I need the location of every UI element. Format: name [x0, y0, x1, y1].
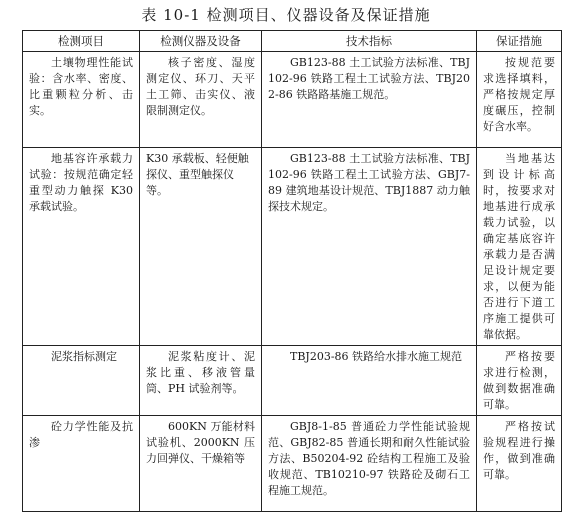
cell-spec — [262, 148, 477, 346]
cell-spec-text: GBJ8-1-85 普通砼力学性能试验规范、GBJ82-85 普通长期和耐久性能试验方法、B50204-92 砼结构工程施工及验收规范、TB10210-97 铁路砼及砌石工程施工规范。 — [268, 420, 470, 497]
cell-item — [23, 148, 140, 346]
cell-measure-text: 按规范要求选择填料，严格按规定厚度碾压，控制好含水率。 — [483, 56, 555, 133]
cell-spec — [262, 346, 477, 416]
cell-spec — [262, 52, 477, 148]
cell-item — [23, 346, 140, 416]
cell-equipment — [140, 148, 262, 346]
table-row — [23, 52, 562, 148]
cell-equipment — [140, 346, 262, 416]
header-spec: 技术指标 — [262, 31, 477, 52]
header-measure: 保证措施 — [477, 31, 562, 52]
table-row — [23, 148, 562, 346]
cell-equipment-text: 核子密度、湿度测定仪、环刀、天平土工筛、击实仪、液限制测定仪。 — [146, 56, 255, 117]
cell-equipment — [140, 52, 262, 148]
cell-equipment-text: K30 承载板、轻便触探仪、重型触探仪等。 — [146, 152, 249, 197]
cell-measure-text: 严格按试验规程进行操作，做到准确可靠。 — [483, 420, 555, 481]
cell-spec-text: GB123-88 土工试验方法标准、TBJ102-96 铁路工程土工试验方法、GBJ7-89 建筑地基设计规范、TBJ1887 动力触探技术规定。 — [268, 152, 470, 213]
cell-item — [23, 416, 140, 512]
cell-equipment-text: 泥浆粘度计、泥浆比重、移液管量筒、PH 试验剂等。 — [146, 350, 255, 395]
cell-measure — [477, 416, 562, 512]
header-equipment: 检测仪器及设备 — [140, 31, 262, 52]
cell-spec-text: GB123-88 土工试验方法标准、TBJ102-96 铁路工程土工试验方法、TBJ202-86 铁路路基施工规范。 — [268, 56, 470, 101]
cell-spec-text: TBJ203-86 铁路给水排水施工规范 — [290, 350, 463, 363]
table-title: 表 10-1 检测项目、仪器设备及保证措施 — [141, 6, 431, 24]
table-row — [23, 346, 562, 416]
cell-measure — [477, 148, 562, 346]
cell-spec — [262, 416, 477, 512]
cell-equipment — [140, 416, 262, 512]
cell-item-text: 泥浆指标测定 — [51, 350, 117, 363]
cell-measure-text: 严格按要求进行检测，做到数据准确可靠。 — [483, 350, 555, 411]
cell-measure-text: 当地基达到设计标高时，按要求对地基进行成承载力试验，以确定基底容许承载力是否满足设计规定要求，以便为能否进行下道工序施工提供可靠依据。 — [483, 152, 555, 341]
cell-item-text: 土壤物理性能试验：含水率、密度、比重颗粒分析、击实。 — [29, 56, 133, 117]
cell-equipment-text: 600KN 万能材料试验机、2000KN 压力回弹仪、干燥箱等 — [146, 420, 255, 465]
cell-item-text: 砼力学性能及抗渗 — [29, 420, 133, 449]
table-row — [23, 416, 562, 512]
cell-measure — [477, 52, 562, 148]
cell-item — [23, 52, 140, 148]
cell-item-text: 地基容许承载力试验：按规范确定轻重型动力触探 K30 承载试验。 — [29, 152, 133, 213]
cell-measure — [477, 346, 562, 416]
table-header-row — [23, 31, 562, 52]
inspection-table — [22, 30, 562, 512]
header-item: 检测项目 — [23, 31, 140, 52]
